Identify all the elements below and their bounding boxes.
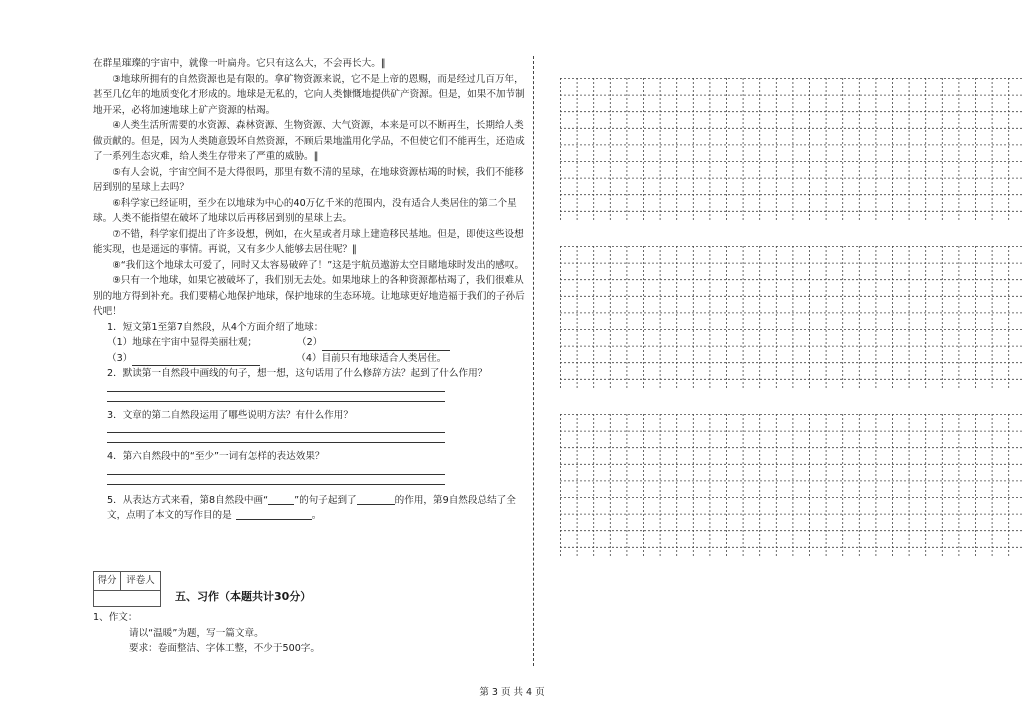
answer-line[interactable] bbox=[107, 391, 445, 392]
paragraph-5: ⑤有人会说，宇宙空间不是大得很吗，那里有数不清的星球，在地球资源枯竭的时候，我们不能移居到别的星球上去吗？ bbox=[93, 166, 524, 193]
q1-item-3-blank[interactable] bbox=[132, 351, 260, 367]
reading-section bbox=[93, 56, 525, 524]
paragraph-2-end: 在群星璀璨的宇宙中，就像一叶扁舟。它只有这么大，不会再长大。‖ bbox=[93, 58, 386, 69]
paragraph-4: ④人类生活所需要的水资源、森林资源、生物资源、大气资源，本来是可以不断再生，长期给人类做贡献的。但是，因为人类随意毁坏自然资源，不顾后果地滥用化学品，不但使它们不能再生，还造成了一系列生态灾难，给人类生存带来了严重的威胁。‖ bbox=[93, 120, 525, 162]
paragraph-9: ⑨只有一个地球，如果它被破坏了，我们别无去处。如果地球上的各种资源都枯竭了，我们很难从别的地方得到补充。我们要精心地保护地球，保护地球的生态环境。让地球更好地造福于我们的子孙后代吧！ bbox=[93, 275, 525, 317]
q5-blank-1[interactable] bbox=[357, 504, 395, 505]
question-1-row-a bbox=[93, 335, 525, 351]
task-prompt: 请以“温暖”为题，写一篇文章。 bbox=[129, 627, 264, 639]
q1-item-3-label: （3） bbox=[107, 352, 133, 364]
paragraph-6: ⑥科学家已经证明，至少在以地球为中心的40万亿千米的范围内，没有适合人类居住的第二个星球。人类不能指望在破坏了地球以后再移居到别的星球上去。 bbox=[93, 197, 517, 224]
q1-item-4: （4）目前只有地球适合人类居住。 bbox=[296, 352, 447, 364]
paragraph-8: ⑧“我们这个地球太可爱了，同时又太容易破碎了！”这是宇航员遨游太空目睹地球时发出的感叹。 bbox=[112, 259, 525, 271]
grid-block-3[interactable] bbox=[560, 414, 1024, 558]
question-1-row-b bbox=[93, 351, 525, 367]
answer-line[interactable] bbox=[107, 432, 445, 433]
q5-underline-sample bbox=[268, 504, 294, 505]
section-title: 五、习作（本题共计30分） bbox=[175, 590, 312, 603]
score-label: 得分 bbox=[94, 572, 121, 590]
task-requirement: 要求：卷面整洁、字体工整，不少于500字。 bbox=[129, 643, 320, 654]
page-number: 第 3 页 共 4 页 bbox=[479, 687, 545, 698]
grid-block-2[interactable] bbox=[560, 246, 1024, 390]
q5-blank-2[interactable] bbox=[236, 519, 312, 520]
grid-block-2-svg bbox=[560, 246, 1024, 390]
paragraph-3: ③地球所拥有的自然资源也是有限的。拿矿物资源来说，它不是上帝的恩赐，而是经过几百万年，甚至几亿年的地质变化才形成的。地球是无私的，它向人类慷慨地提供矿产资源。但是，如果不加节制地开采，必将加速地球上矿产资源的枯竭。 bbox=[93, 73, 525, 116]
answer-line[interactable] bbox=[107, 474, 445, 475]
paragraph-7: ⑦不错，科学家们提出了许多设想，例如，在火星或者月球上建造移民基地。但是，即使这些设想能实现，也是遥远的事情。再说，又有多少人能够去居住呢？‖ bbox=[93, 228, 524, 255]
q1-item-2-label: （2） bbox=[297, 337, 323, 348]
composition-task bbox=[93, 610, 525, 657]
question-5: 5．从表达方式来看，第8自然段中画“ ”的句子起到了 的作用，第9自然段总结了全文，点明了本文的写作目的是 。 bbox=[107, 494, 516, 521]
q1-item-1: （1）地球在宇宙中显得美丽壮观； bbox=[107, 337, 258, 348]
grid-block-3-svg bbox=[560, 414, 1024, 558]
question-1: 1．短文第1至第7自然段，从4个方面介绍了地球： bbox=[107, 321, 324, 333]
column-divider bbox=[533, 56, 534, 666]
score-box bbox=[93, 571, 161, 607]
question-4: 4．第六自然段中的“至少”一词有怎样的表达效果？ bbox=[107, 451, 325, 462]
grid-block-1[interactable] bbox=[560, 78, 1024, 222]
grid-block-1-svg bbox=[560, 78, 1024, 222]
task-number: 1、作文： bbox=[93, 612, 138, 623]
question-3: 3．文章的第二自然段运用了哪些说明方法？有什么作用？ bbox=[107, 409, 353, 421]
question-2: 2．默读第一自然段中画线的句子，想一想，这句话用了什么修辞方法？起到了什么作用？ bbox=[107, 368, 488, 379]
grader-label: 评卷人 bbox=[126, 575, 155, 586]
q1-item-2-blank[interactable] bbox=[322, 335, 450, 351]
